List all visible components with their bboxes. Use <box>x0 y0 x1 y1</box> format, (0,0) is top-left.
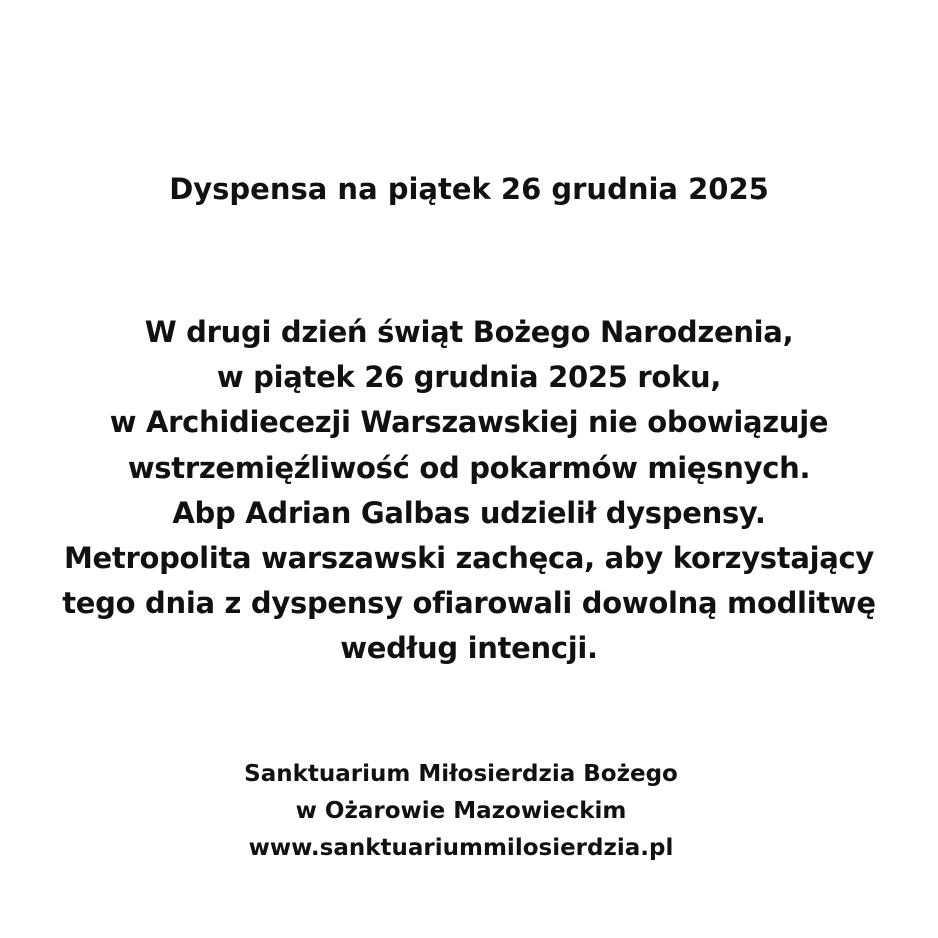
sanctuary-location: w Ożarowie Mazowieckim <box>295 798 627 824</box>
body-line: w piątek 26 grudnia 2025 roku, <box>216 360 722 395</box>
body-line: Metropolita warszawski zachęca, aby korzystający <box>63 541 875 576</box>
announcement-body <box>0 310 938 672</box>
sanctuary-website: www.sanktuariummilosierdzia.pl <box>248 835 674 861</box>
sanctuary-name: Sanktuarium Miłosierdzia Bożego <box>244 761 678 787</box>
sanctuary-footer <box>0 756 930 867</box>
body-line: według intencji. <box>340 631 598 666</box>
body-line: W drugi dzień świąt Bożego Narodzenia, <box>144 315 794 349</box>
body-line: tego dnia z dyspensy ofiarowali dowolną modlitwę <box>62 586 876 621</box>
page-title: Dyspensa na piątek 26 grudnia 2025 <box>169 172 769 206</box>
body-line: wstrzemięźliwość od pokarmów mięsnych. <box>127 450 811 485</box>
body-line: Abp Adrian Galbas udzielił dyspensy. <box>172 495 766 530</box>
body-line: w Archidiecezji Warszawskiej nie obowiązuje <box>109 405 829 440</box>
